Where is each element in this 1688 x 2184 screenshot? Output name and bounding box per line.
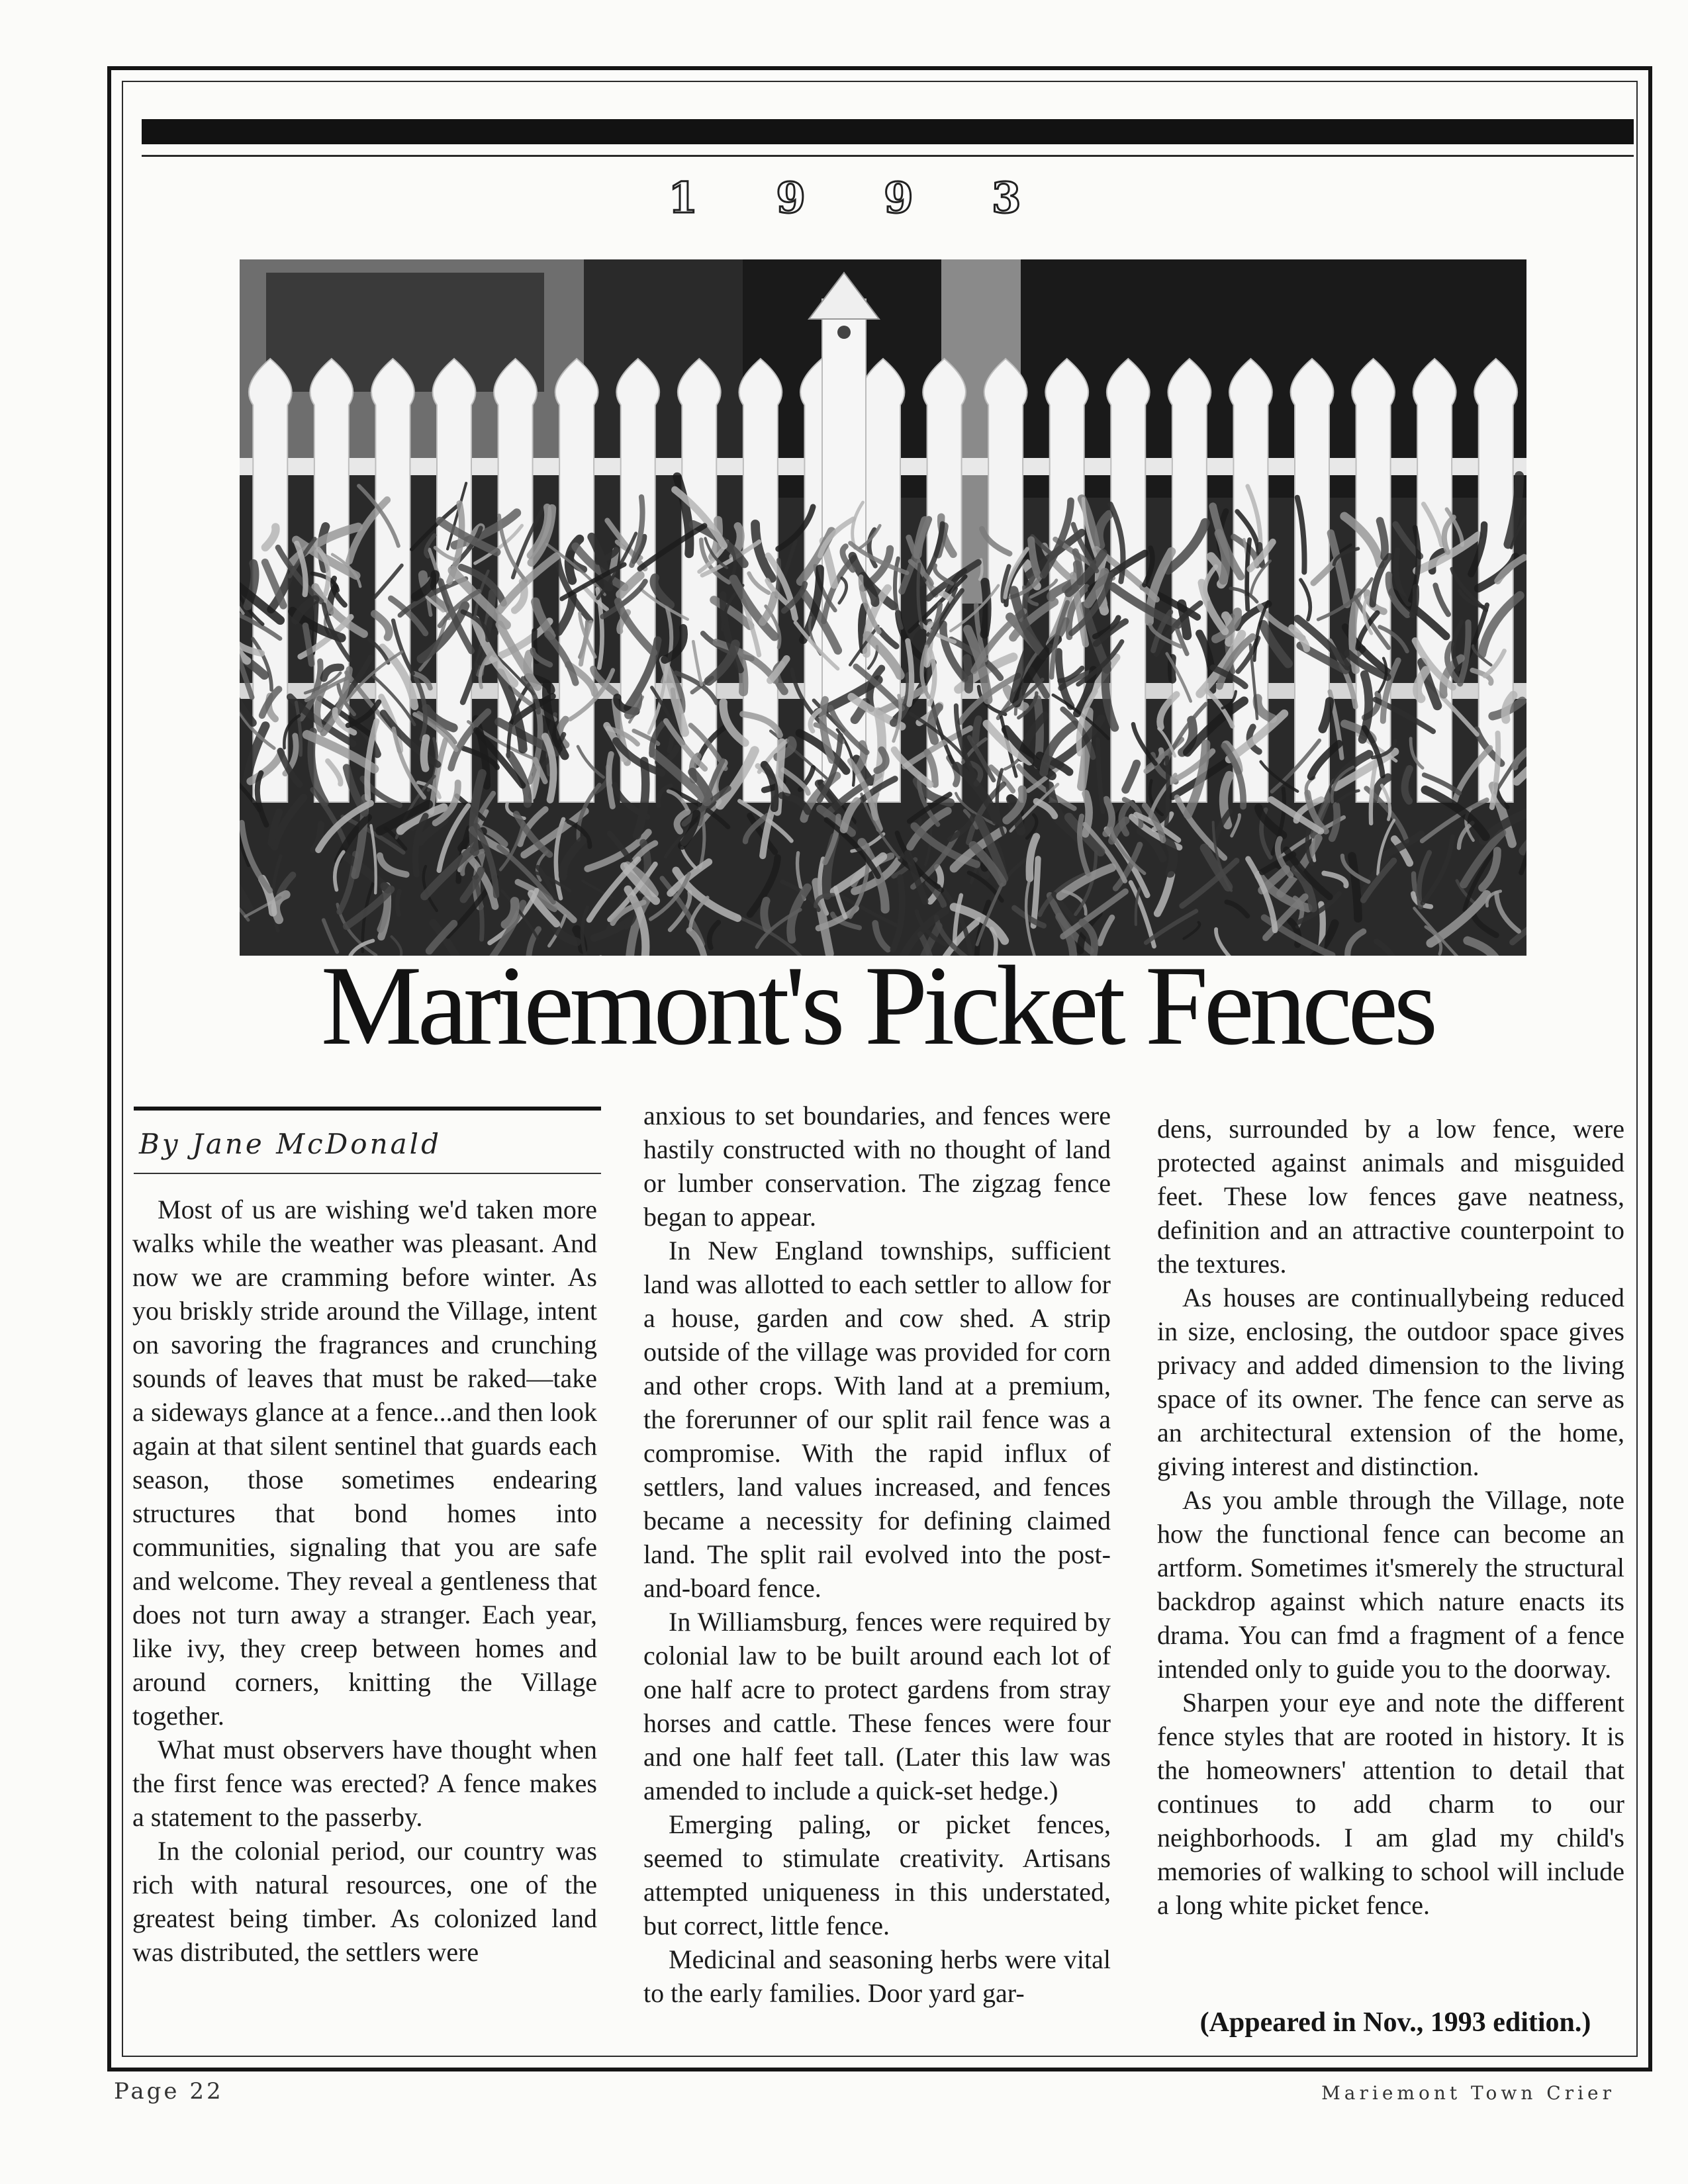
publication-name: Mariemont Town Crier	[1321, 2082, 1615, 2104]
foliage-leaf	[424, 738, 426, 768]
byline: By Jane McDonald	[139, 1128, 442, 1160]
page-number: Page 22	[114, 2078, 224, 2105]
year-label: 1 9 9 3	[668, 173, 1053, 223]
article-column-1	[132, 1193, 597, 1969]
fence-photo	[240, 259, 1526, 956]
foliage-leaf	[1247, 539, 1250, 609]
paragraph: In the colonial period, our country was rich with natural resources, one of the greatest being timber. As colonized land was distributed, the settlers were	[132, 1836, 597, 1967]
paragraph: As you amble through the Village, note how the functional fence can become an artform. Sometimes it'smerely the structural backdrop against which nature enacts its drama. You can fmd a fragment of a fence intended only to guide you to the doorway.	[1157, 1485, 1624, 1684]
header-rule	[142, 155, 1634, 157]
article-column-2	[643, 1099, 1111, 2010]
fence-picket	[371, 359, 414, 802]
foliage-leaf	[397, 891, 399, 915]
byline-rule-top	[134, 1107, 601, 1111]
byline-rule-bottom	[134, 1173, 601, 1174]
fence-picket	[1413, 359, 1456, 802]
appearance-credit: (Appeared in Nov., 1993 edition.)	[1199, 2007, 1591, 2038]
foliage-leaf	[764, 901, 767, 929]
paragraph: In Williamsburg, fences were required by colonial law to be built around each lot of one half acre to protect gardens from stray horses and cattle. These fences were four and one half feet tall. (Later this law was amended to include a quick-set hedge.)	[643, 1607, 1111, 1805]
paragraph: Medicinal and seasoning herbs were vital to the early families. Door yard gar-	[643, 1944, 1111, 2008]
birdhouse-hole	[837, 326, 851, 339]
foliage-leaf	[976, 719, 979, 741]
header-bar	[142, 119, 1634, 144]
foliage-leaf	[967, 659, 969, 689]
article-column-3	[1157, 1112, 1624, 1922]
paragraph: What must observers have thought when the first fence was erected? A fence makes a statement to the passerby.	[132, 1735, 597, 1832]
paragraph: In New England townships, sufficient land was allotted to each settler to allow for a house, garden and cow shed. A strip outside of the village was provided for corn and other crops. With land at a premium, the forerunner of our split rail fence was a compromise. With the rapid influx of settlers, land values increased, and fences became a necessity for defining claimed land. The split rail evolved into the post-and-board fence.	[643, 1236, 1111, 1603]
foliage-leaf	[1086, 794, 1090, 834]
paragraph: Emerging paling, or picket fences, seemed to stimulate creativity. Artisans attempted uniqueness in this understated, but correct, little fence.	[643, 1809, 1111, 1940]
foliage-leaf	[984, 582, 987, 635]
article-headline: Mariemont's Picket Fences	[320, 943, 1434, 1069]
foliage-leaf	[1413, 588, 1416, 615]
fence-photo-image	[240, 259, 1526, 956]
paragraph: anxious to set boundaries, and fences were hastily constructed with no thought of land or lumber conservation. The zigzag fence began to appear.	[643, 1101, 1111, 1232]
paragraph: Most of us are wishing we'd taken more walks while the weather was pleasant. And now we are cramming before winter. As you briskly stride around the Village, intent on savoring the fragrances and crunching sounds of leaves that must be raked—take a sideways glance at a fence...and then look again at that silent sentinel that guards each season, those sometimes endearing structures that bond homes into communities, signaling that you are safe and welcome. They reveal a gentleness that does not turn away a stranger. Each year, like ivy, they creep between homes and around corners, knitting the Village together.	[132, 1195, 597, 1731]
foliage-leaf	[609, 754, 613, 806]
paragraph: As houses are continuallybeing reduced in size, enclosing, the outdoor space gives privacy and added dimension to the living space of its owner. The fence can serve as an architectural extension of the home, giving interest and distinction.	[1157, 1283, 1624, 1481]
paragraph: Sharpen your eye and note the different fence styles that are rooted in history. It is the homeowners' attention to detail that continues to add charm to our neighborhoods. I am glad my child's memories of walking to school will include a long white picket fence.	[1157, 1688, 1624, 1920]
paragraph: dens, surrounded by a low fence, were protected against animals and misguided feet. These low fences gave neatness, definition and an attractive counterpoint to the textures.	[1157, 1114, 1624, 1279]
foliage-leaf	[1166, 758, 1168, 826]
